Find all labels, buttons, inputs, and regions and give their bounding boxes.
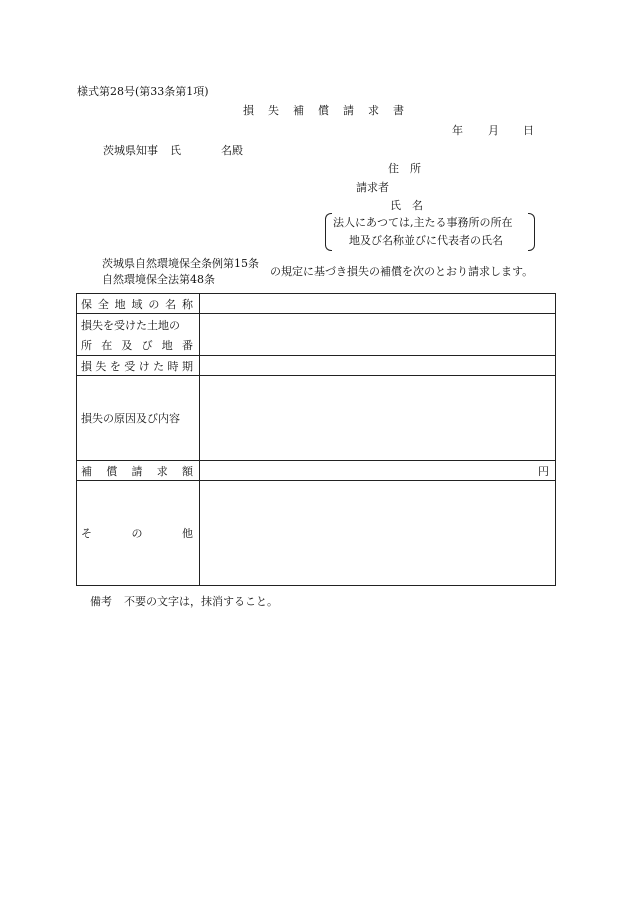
loss-cause-field[interactable]: [200, 376, 556, 461]
title-char: 請: [343, 104, 354, 117]
other-field[interactable]: [200, 481, 556, 586]
area-name-label: 保 全 地 域 の 名 称: [77, 294, 200, 314]
table-row: [77, 481, 556, 586]
bracket-right: [528, 213, 535, 251]
legal-basis-law: 自然環境保全法第48条: [102, 273, 215, 286]
legal-basis-ordinance: 茨城県自然環境保全条例第15条: [102, 257, 259, 270]
date-month: 月: [488, 124, 499, 137]
remarks-label: 備考: [90, 595, 112, 608]
corporate-note-line-1: 法人にあつては,主たる事務所の所在: [333, 216, 513, 229]
bracket-left: [325, 213, 332, 251]
claimant-label: 請求者: [356, 181, 389, 194]
title-char: 求: [368, 104, 379, 117]
area-name-field[interactable]: [200, 294, 556, 314]
date-day: 日: [523, 124, 534, 137]
title-char: 損: [243, 104, 254, 117]
address-label: 住 所: [388, 162, 421, 175]
form-number: 様式第28号(第33条第1項): [77, 85, 209, 98]
title-char: 書: [393, 104, 404, 117]
loss-cause-label: 損失の原因及び内容: [77, 376, 200, 461]
table-row: [77, 294, 556, 314]
other-label: そ の 他: [77, 481, 200, 586]
corporate-note-line-2: 地及び名称並びに代表者の氏名: [349, 234, 503, 247]
land-location-label: 損失を受けた土地の 所 在 及 び 地 番: [77, 314, 200, 356]
governor-label: 茨城県知事: [103, 144, 158, 157]
corporate-note: [325, 213, 535, 249]
remarks: [90, 596, 278, 607]
table-row: [77, 356, 556, 376]
remarks-text: 不要の文字は，抹消すること。: [124, 595, 278, 608]
document-title: [243, 105, 418, 116]
land-location-field[interactable]: [200, 314, 556, 356]
name-label: 氏 名: [390, 199, 423, 212]
claim-table: [76, 293, 556, 586]
title-char: 失: [268, 104, 279, 117]
claim-amount-field[interactable]: [200, 461, 556, 481]
loss-time-field[interactable]: [200, 356, 556, 376]
legal-basis-clause: の規定に基づき損失の補償を次のとおり請求します。: [270, 265, 534, 278]
yen-unit: 円: [538, 464, 549, 478]
addressee: [103, 145, 243, 156]
loss-time-label: 損 失 を 受 け た 時 期: [77, 356, 200, 376]
table-row: [77, 314, 556, 356]
table-row: [77, 461, 556, 481]
addressee-name-label: 名殿: [221, 144, 243, 157]
title-char: 補: [293, 104, 304, 117]
claim-amount-label: 補 償 請 求 額: [77, 461, 200, 481]
title-char: 償: [318, 104, 329, 117]
table-row: [77, 376, 556, 461]
date-year: 年: [452, 124, 463, 137]
honorific-label: 氏: [170, 144, 181, 157]
